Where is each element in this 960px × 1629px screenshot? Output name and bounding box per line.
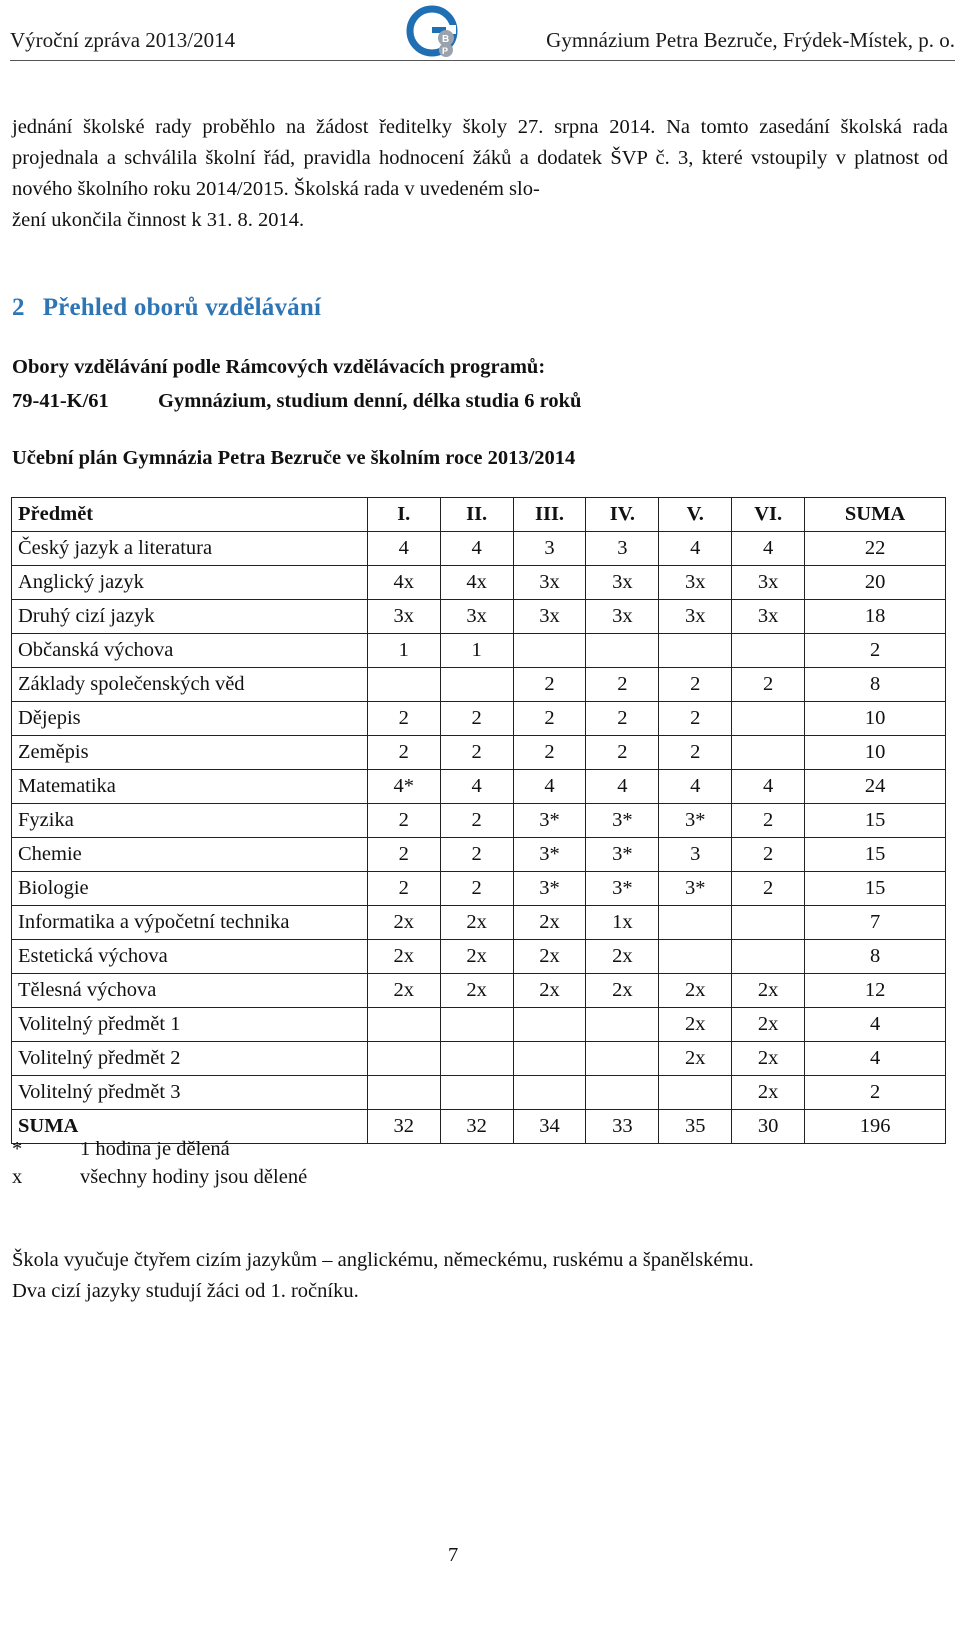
hours-cell: 3x: [732, 566, 805, 600]
subject-cell: Tělesná výchova: [12, 974, 368, 1008]
hours-cell: 2: [367, 702, 440, 736]
hours-cell: 1: [367, 634, 440, 668]
hours-cell: 33: [586, 1110, 659, 1144]
subject-cell: Estetická výchova: [12, 940, 368, 974]
hours-cell: 4: [732, 532, 805, 566]
subject-cell: Zeměpis: [12, 736, 368, 770]
hours-cell: 3: [586, 532, 659, 566]
hours-cell: 2: [732, 804, 805, 838]
hours-cell: [732, 940, 805, 974]
report-title: Výroční zpráva 2013/2014: [10, 28, 236, 52]
hours-cell: 4: [513, 770, 586, 804]
table-row: [12, 872, 946, 906]
hours-cell: 2: [513, 736, 586, 770]
hours-cell: 2: [440, 702, 513, 736]
subject-cell: Volitelný předmět 3: [12, 1076, 368, 1110]
hours-cell: 2: [367, 736, 440, 770]
hours-cell: 3*: [513, 804, 586, 838]
hours-cell: 4: [440, 532, 513, 566]
hours-cell: 2: [440, 804, 513, 838]
hours-cell: 3*: [513, 838, 586, 872]
hours-cell: [586, 1042, 659, 1076]
hours-cell: [659, 940, 732, 974]
subject-cell: Fyzika: [12, 804, 368, 838]
hours-cell: 3*: [586, 838, 659, 872]
subject-cell: Anglický jazyk: [12, 566, 368, 600]
sum-cell: SUMA: [805, 498, 946, 532]
hours-cell: 3x: [659, 566, 732, 600]
hours-cell: 2x: [586, 974, 659, 1008]
subject-cell: Biologie: [12, 872, 368, 906]
table-row: [12, 1076, 946, 1110]
sum-cell: 8: [805, 668, 946, 702]
table-row: [12, 804, 946, 838]
table-row: [12, 668, 946, 702]
hours-cell: 34: [513, 1110, 586, 1144]
subject-cell: Matematika: [12, 770, 368, 804]
hours-cell: 2x: [732, 1008, 805, 1042]
hours-cell: [659, 1076, 732, 1110]
subject-cell: Volitelný předmět 2: [12, 1042, 368, 1076]
hours-cell: 32: [367, 1110, 440, 1144]
hours-cell: V.: [659, 498, 732, 532]
hours-cell: [440, 1042, 513, 1076]
hours-cell: 4: [367, 532, 440, 566]
hours-cell: 4: [659, 532, 732, 566]
hours-cell: 2: [586, 736, 659, 770]
subject-cell: Druhý cizí jazyk: [12, 600, 368, 634]
sum-cell: 12: [805, 974, 946, 1008]
table-header-row: [12, 498, 946, 532]
hours-cell: 3*: [513, 872, 586, 906]
hours-cell: 3x: [513, 566, 586, 600]
sum-cell: 7: [805, 906, 946, 940]
hours-cell: 2: [440, 872, 513, 906]
hours-cell: 2: [732, 872, 805, 906]
hours-cell: [659, 906, 732, 940]
hours-cell: 2: [367, 838, 440, 872]
subject-cell: Předmět: [12, 498, 368, 532]
hours-cell: 4: [732, 770, 805, 804]
field-code: 79-41-K/61: [12, 390, 109, 412]
subject-cell: SUMA: [12, 1110, 368, 1144]
hours-cell: [513, 1076, 586, 1110]
hours-cell: II.: [440, 498, 513, 532]
hours-cell: 2: [513, 668, 586, 702]
hours-cell: 35: [659, 1110, 732, 1144]
hours-cell: [440, 1076, 513, 1110]
section-heading: [12, 294, 321, 322]
hours-cell: 3x: [586, 566, 659, 600]
footnote-star: [12, 1138, 230, 1161]
hours-cell: [513, 634, 586, 668]
subject-cell: Chemie: [12, 838, 368, 872]
sum-cell: 15: [805, 838, 946, 872]
hours-cell: 2x: [440, 940, 513, 974]
hours-cell: 1x: [586, 906, 659, 940]
hours-cell: 2x: [440, 906, 513, 940]
hours-cell: 4x: [367, 566, 440, 600]
sum-cell: 22: [805, 532, 946, 566]
hours-cell: 3x: [513, 600, 586, 634]
hours-cell: 2: [586, 668, 659, 702]
hours-cell: [440, 668, 513, 702]
hours-cell: 4: [586, 770, 659, 804]
footnote-symbol: x: [12, 1166, 23, 1188]
footnote-x: [12, 1166, 307, 1189]
hours-cell: [586, 1008, 659, 1042]
sum-cell: 4: [805, 1042, 946, 1076]
table-row: [12, 1042, 946, 1076]
hours-cell: 2x: [659, 974, 732, 1008]
sum-cell: 24: [805, 770, 946, 804]
hours-cell: [732, 736, 805, 770]
hours-cell: [732, 702, 805, 736]
hours-cell: 2x: [440, 974, 513, 1008]
intro-paragraph: [12, 112, 948, 236]
hours-cell: III.: [513, 498, 586, 532]
section-title: Přehled oborů vzdělávání: [42, 294, 322, 321]
hours-cell: 3*: [659, 872, 732, 906]
hours-cell: 3: [513, 532, 586, 566]
table-row: [12, 566, 946, 600]
header-divider: [10, 60, 955, 61]
hours-cell: 32: [440, 1110, 513, 1144]
table-row: [12, 906, 946, 940]
hours-cell: [367, 1008, 440, 1042]
hours-cell: 2x: [732, 1042, 805, 1076]
hours-cell: 2x: [513, 906, 586, 940]
plan-heading: Učební plán Gymnázia Petra Bezruče ve školním roce 2013/2014: [12, 447, 576, 469]
hours-cell: 2x: [367, 974, 440, 1008]
closing-paragraph: [12, 1245, 948, 1307]
hours-cell: [732, 634, 805, 668]
subject-cell: Dějepis: [12, 702, 368, 736]
page-header: [10, 22, 955, 58]
hours-cell: 2x: [732, 974, 805, 1008]
hours-cell: [586, 634, 659, 668]
page-number: 7: [448, 1544, 459, 1566]
sum-cell: 196: [805, 1110, 946, 1144]
hours-cell: 2: [513, 702, 586, 736]
hours-cell: 2x: [586, 940, 659, 974]
table-row: [12, 940, 946, 974]
hours-cell: [732, 906, 805, 940]
hours-cell: 2: [659, 668, 732, 702]
hours-cell: [513, 1042, 586, 1076]
field-description: Gymnázium, studium denní, délka studia 6 roků: [158, 390, 582, 412]
sum-cell: 4: [805, 1008, 946, 1042]
hours-cell: 3x: [732, 600, 805, 634]
hours-cell: [659, 634, 732, 668]
hours-cell: 4*: [367, 770, 440, 804]
hours-cell: 2: [659, 736, 732, 770]
curriculum-table: [11, 497, 946, 1144]
hours-cell: 3x: [659, 600, 732, 634]
hours-cell: [367, 1076, 440, 1110]
table-row: [12, 974, 946, 1008]
hours-cell: I.: [367, 498, 440, 532]
sum-cell: 15: [805, 872, 946, 906]
table-row: [12, 634, 946, 668]
hours-cell: [586, 1076, 659, 1110]
hours-cell: 3x: [586, 600, 659, 634]
fields-heading: Obory vzdělávání podle Rámcových vzdělávacích programů:: [12, 356, 546, 378]
hours-cell: 2: [659, 702, 732, 736]
hours-cell: VI.: [732, 498, 805, 532]
closing-line-2: Dva cizí jazyky studují žáci od 1. ročníku.: [12, 1280, 359, 1302]
hours-cell: [440, 1008, 513, 1042]
intro-line-3: které vstoupily v platnost od nového školního roku 2014/2015. Školská rada v uvedeném slo-: [12, 147, 948, 200]
hours-cell: 3x: [367, 600, 440, 634]
sum-cell: 2: [805, 1076, 946, 1110]
sum-cell: 8: [805, 940, 946, 974]
hours-cell: 2x: [659, 1042, 732, 1076]
hours-cell: 2: [732, 838, 805, 872]
svg-text:B: B: [442, 34, 450, 45]
hours-cell: 2x: [367, 940, 440, 974]
subject-cell: Český jazyk a literatura: [12, 532, 368, 566]
sum-cell: 10: [805, 736, 946, 770]
school-logo-icon: [405, 4, 463, 58]
table-row: [12, 600, 946, 634]
hours-cell: IV.: [586, 498, 659, 532]
table-row: [12, 702, 946, 736]
hours-cell: 1: [440, 634, 513, 668]
hours-cell: 3x: [440, 600, 513, 634]
intro-line-4: žení ukončila činnost k 31. 8. 2014.: [12, 209, 305, 231]
school-name: Gymnázium Petra Bezruče, Frýdek-Místek, p. o.: [546, 28, 955, 52]
hours-cell: 4x: [440, 566, 513, 600]
hours-cell: 30: [732, 1110, 805, 1144]
footnote-text: 1 hodina je dělená: [80, 1138, 230, 1160]
table-row: [12, 736, 946, 770]
section-number: 2: [12, 294, 25, 321]
field-line: [12, 390, 581, 413]
subject-cell: Informatika a výpočetní technika: [12, 906, 368, 940]
sum-cell: 18: [805, 600, 946, 634]
table-row: [12, 1008, 946, 1042]
svg-text:P: P: [442, 46, 449, 56]
hours-cell: 2: [586, 702, 659, 736]
table-row: [12, 838, 946, 872]
hours-cell: 3*: [659, 804, 732, 838]
subject-cell: Volitelný předmět 1: [12, 1008, 368, 1042]
hours-cell: 2: [367, 804, 440, 838]
hours-cell: 2x: [513, 974, 586, 1008]
hours-cell: [367, 668, 440, 702]
sum-cell: 15: [805, 804, 946, 838]
sum-cell: 20: [805, 566, 946, 600]
hours-cell: [513, 1008, 586, 1042]
subject-cell: Základy společenských věd: [12, 668, 368, 702]
hours-cell: 3*: [586, 804, 659, 838]
hours-cell: 4: [659, 770, 732, 804]
hours-cell: 2: [367, 872, 440, 906]
hours-cell: 2x: [513, 940, 586, 974]
hours-cell: 3*: [586, 872, 659, 906]
hours-cell: 4: [440, 770, 513, 804]
hours-cell: 3: [659, 838, 732, 872]
closing-line-1: Škola vyučuje čtyřem cizím jazykům – anglickému, německému, ruskému a španělskému.: [12, 1249, 754, 1271]
sum-cell: 2: [805, 634, 946, 668]
intro-line-2: školská rada projednala a schválila školní řád, pravidla hodnocení žáků a dodatek ŠVP č. 3,: [12, 116, 948, 169]
hours-cell: [367, 1042, 440, 1076]
hours-cell: 2x: [659, 1008, 732, 1042]
hours-cell: 2x: [732, 1076, 805, 1110]
subject-cell: Občanská výchova: [12, 634, 368, 668]
table-row: [12, 532, 946, 566]
table-row: [12, 770, 946, 804]
sum-cell: 10: [805, 702, 946, 736]
intro-line-1: jednání školské rady proběhlo na žádost ředitelky školy 27. srpna 2014. Na tomto zasedání: [12, 116, 830, 138]
footnote-symbol: *: [12, 1138, 23, 1160]
hours-cell: 2: [732, 668, 805, 702]
hours-cell: 2x: [367, 906, 440, 940]
hours-cell: 2: [440, 736, 513, 770]
footnote-text: všechny hodiny jsou dělené: [80, 1166, 308, 1188]
hours-cell: 2: [440, 838, 513, 872]
